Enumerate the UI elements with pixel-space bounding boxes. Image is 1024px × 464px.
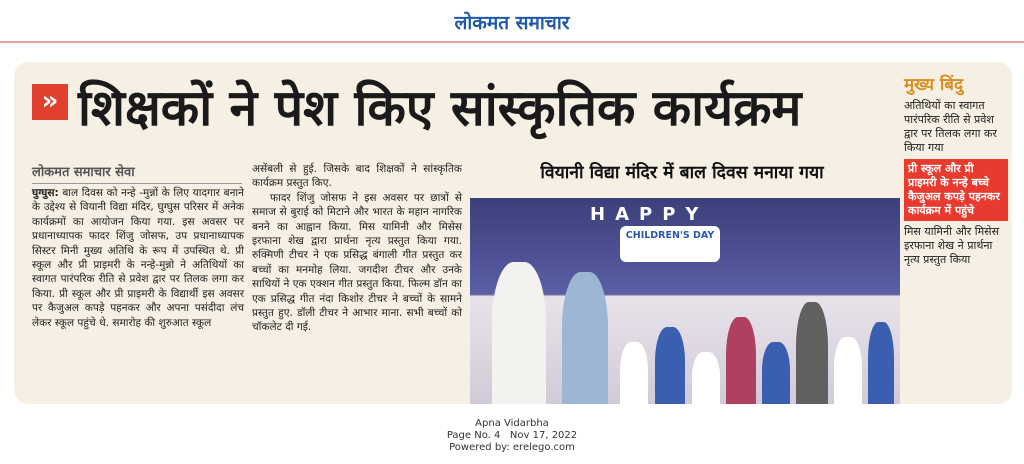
child-figure xyxy=(868,322,894,404)
key-points-sidebar xyxy=(904,72,1008,267)
footer-page: Page No. 4 xyxy=(446,430,501,441)
source-line: लोकमत समाचार सेवा xyxy=(32,162,242,184)
sidebar-point-3: मिस यामिनी और मिसेस इरफाना शेख ने प्रार्थना नृत्य प्रस्तुत किया xyxy=(904,225,1000,266)
sidebar-point-2: प्री स्कूल और प्री प्राइमरी के नन्हे बच्चे कैजुअल कपड़े पहनकर कार्यक्रम में पहुंचे xyxy=(904,159,1008,221)
dateline: घुग्घुस: xyxy=(32,187,59,199)
photo-subheadline: वियानी विद्या मंदिर में बाल दिवस मनाया गया xyxy=(540,163,824,183)
masthead xyxy=(0,0,1024,40)
masthead-title: लोकमत समाचार xyxy=(454,12,570,34)
footer-powered: Powered by: erelego.com xyxy=(449,442,575,453)
headline: शिक्षकों ने पेश किए सांस्कृतिक कार्यक्रम xyxy=(78,79,802,137)
child-figure xyxy=(692,352,720,404)
masthead-rule xyxy=(0,41,1024,43)
happy-sign: HAPPY xyxy=(590,204,709,225)
event-photo xyxy=(470,198,900,404)
child-figure xyxy=(762,342,790,404)
sister-figure xyxy=(562,272,608,404)
footer-date: Nov 17, 2022 xyxy=(509,430,578,441)
chevron-down-icon: » xyxy=(32,84,68,120)
child-figure xyxy=(620,342,648,404)
column-1-text: बाल दिवस को नन्हे -मुन्नों के लिए यादगार बनाने के उद्देश्य से वियानी विद्या मंदिर, घुग्घुस परिसर में अनेक कार्यक्रमों का आयोजन किया गया. इस अवसर पर प्रधानाध्यापक फादर शिंजु जोसफ, उप प्रधानाध्यापक सिस्टर मिनी मुख्य अतिथि के रूप में उपस्थित थे. प्री स्कूल और प्री प्राइमरी के नन्हे-मुन्नो ने अतिथियों का स्वागत पारंपरिक रीति से प्रवेश द्वार पर तिलक लगा कर किया. प्री स्कूल और प्री प्राइमरी के विद्यार्थी इस अवसर पर कैजुअल कपड़े पहनकर और अपना पसंदीदा लंच लेकर स्कूल पहुंचे थे. समारोह की शुरुआत स्कूल xyxy=(32,187,244,329)
child-figure xyxy=(834,337,862,404)
footer-edition: Apna Vidarbha xyxy=(475,418,549,429)
column-2-para-1: असेंबली से हुई. जिसके बाद शिक्षकों ने सांस्कृतिक कार्यक्रम प्रस्तुत किए. xyxy=(252,163,462,190)
article-column-1 xyxy=(32,186,244,330)
footer-page-date xyxy=(0,430,1024,442)
page-footer xyxy=(0,418,1024,454)
column-2-para-2: फादर शिंजु जोसफ ने इस अवसर पर छात्रों से समाज से बुराई को मिटाने और भारत के महान नागरिक बनने का आह्वान किया. मिस यामिनी और मिसेस इरफाना शेख द्वारा प्रार्थना नृत्य प्रस्तुत किया गया. रुक्मिणी टीचर ने एक प्रसिद्ध बंगाली गीत प्रस्तुत कर बच्चों का मनमोह लिया. जगदीश टीचर और उनके साथियों ने एक एक्शन गीत प्रस्तुत किया. फिल्म डॉन का एक प्रसिद्ध गीत नंदा किशोर टीचर ने बच्चों के सामने प्रस्तुत हुए. डॉली टीचर ने आभार माना. सभी बच्चों को चॉकलेट दी गई. xyxy=(252,191,462,334)
child-figure xyxy=(655,327,685,404)
sidebar-point-1: अतिथियों का स्वागत पारंपरिक रीति से प्रवेश द्वार पर तिलक लगा कर किया गया xyxy=(904,99,997,154)
childrens-day-banner: CHILDREN'S DAY xyxy=(620,226,720,262)
news-clipping xyxy=(14,62,1012,404)
priest-figure xyxy=(492,262,546,404)
child-figure xyxy=(726,317,756,404)
child-figure xyxy=(796,302,828,404)
article-column-2 xyxy=(252,162,462,335)
sidebar-title: मुख्य बिंदु xyxy=(904,75,964,95)
